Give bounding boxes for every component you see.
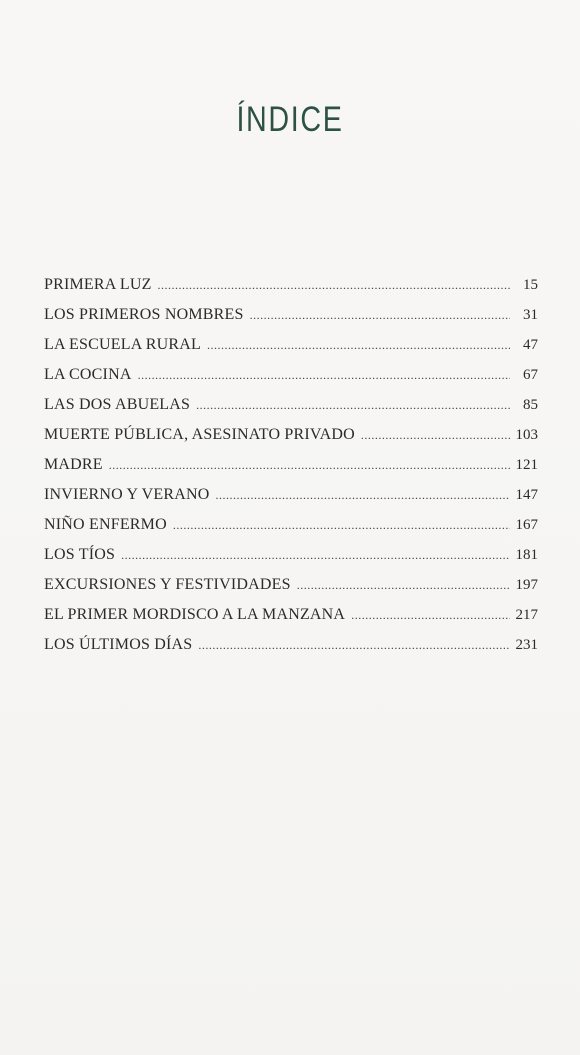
dot-leader xyxy=(250,308,510,323)
dot-leader xyxy=(196,398,510,413)
dot-leader xyxy=(297,578,510,593)
toc-entry-title: INVIERNO Y VERANO xyxy=(44,486,210,503)
toc-entry xyxy=(44,576,538,606)
toc-entry-page-number: 167 xyxy=(515,517,538,533)
toc-entry-title: LOS TÍOS xyxy=(44,546,116,563)
toc-entry xyxy=(44,396,538,426)
toc-entry xyxy=(44,516,538,546)
page-title: ÍNDICE xyxy=(236,100,344,139)
table-of-contents xyxy=(44,276,538,666)
toc-entry-page-number: 147 xyxy=(515,487,538,503)
toc-entry-page-number: 121 xyxy=(515,457,538,473)
toc-entry xyxy=(44,306,538,336)
toc-entry-title: MADRE xyxy=(44,456,103,473)
dot-leader xyxy=(207,338,510,353)
toc-entry xyxy=(44,276,538,306)
dot-leader xyxy=(121,548,509,563)
toc-entry-page-number: 103 xyxy=(515,427,538,443)
toc-entry-page-number: 85 xyxy=(523,397,538,413)
toc-entry-title: EL PRIMER MORDISCO A LA MANZANA xyxy=(44,606,346,623)
toc-entry-page-number: 31 xyxy=(523,307,538,323)
toc-entry xyxy=(44,486,538,516)
toc-entry-title: MUERTE PÚBLICA, ASESINATO PRIVADO xyxy=(44,426,355,443)
dot-leader xyxy=(215,488,509,503)
dot-leader xyxy=(138,368,510,383)
toc-entry xyxy=(44,426,538,456)
toc-entry xyxy=(44,606,538,636)
toc-entry-page-number: 217 xyxy=(515,607,538,623)
toc-entry xyxy=(44,456,538,486)
toc-entry-title: LA ESCUELA RURAL xyxy=(44,336,201,353)
toc-entry-title: LOS PRIMEROS NOMBRES xyxy=(44,306,244,323)
toc-entry xyxy=(44,546,538,576)
toc-entry xyxy=(44,636,538,666)
toc-entry-title: LOS ÚLTIMOS DÍAS xyxy=(44,636,193,653)
toc-entry xyxy=(44,336,538,366)
dot-leader xyxy=(109,458,510,473)
toc-entry-page-number: 47 xyxy=(523,337,538,353)
toc-entry-page-number: 67 xyxy=(523,367,538,383)
toc-entry-title: LA COCINA xyxy=(44,366,132,383)
dot-leader xyxy=(173,518,510,533)
toc-entry xyxy=(44,366,538,396)
toc-entry-page-number: 15 xyxy=(523,277,538,293)
dot-leader xyxy=(198,638,509,653)
dot-leader xyxy=(351,608,509,623)
toc-entry-page-number: 181 xyxy=(515,547,538,563)
toc-entry-page-number: 231 xyxy=(515,637,538,653)
toc-entry-title: LAS DOS ABUELAS xyxy=(44,396,191,413)
dot-leader xyxy=(158,278,510,293)
toc-entry-title: NIÑO ENFERMO xyxy=(44,516,167,533)
toc-entry-title: EXCURSIONES Y FESTIVIDADES xyxy=(44,576,291,593)
toc-entry-title: PRIMERA LUZ xyxy=(44,276,152,293)
dot-leader xyxy=(361,428,510,443)
toc-entry-page-number: 197 xyxy=(515,577,538,593)
